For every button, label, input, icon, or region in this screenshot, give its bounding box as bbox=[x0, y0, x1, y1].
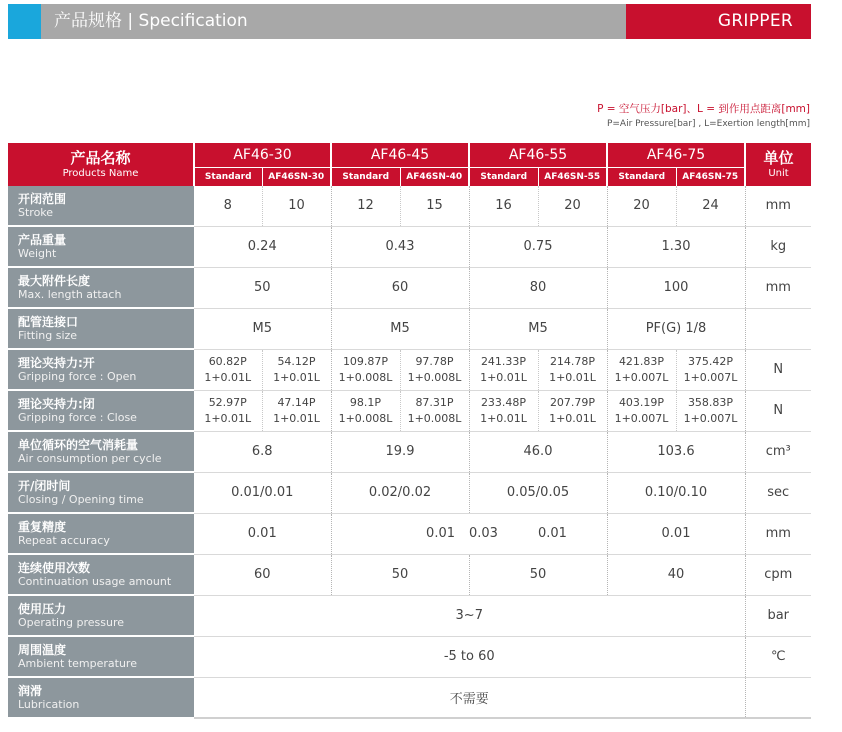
variant-header: AF46SN-30 bbox=[262, 168, 331, 187]
table-cell: 6.8 bbox=[194, 431, 331, 472]
table-cell: 0.01 bbox=[607, 513, 745, 554]
table-cell bbox=[262, 349, 331, 390]
table-cell bbox=[194, 349, 262, 390]
unit-cell bbox=[745, 308, 811, 349]
table-row bbox=[8, 431, 811, 472]
force-coefficient: 109.87P bbox=[342, 354, 389, 368]
force-length-factor: 1+0.01L bbox=[273, 411, 320, 425]
force-length-factor: 1+0.007L bbox=[683, 370, 738, 384]
table-cell bbox=[194, 390, 262, 431]
unit-cell: N bbox=[745, 390, 811, 431]
table-row bbox=[8, 349, 811, 390]
force-length-factor: 1+0.01L bbox=[480, 411, 527, 425]
table-cell: 80 bbox=[469, 267, 607, 308]
table-cell: -5 to 60 bbox=[194, 636, 745, 677]
row-label-cn: 重复精度 bbox=[18, 519, 67, 534]
table-row bbox=[8, 308, 811, 349]
table-cell: 50 bbox=[469, 554, 607, 595]
row-label-en: Gripping force : Open bbox=[18, 369, 137, 383]
products-name-header-cn: 产品名称 bbox=[70, 148, 131, 167]
force-length-factor: 1+0.01L bbox=[480, 370, 527, 384]
table-cell: 103.6 bbox=[607, 431, 745, 472]
table-cell: 40 bbox=[607, 554, 745, 595]
table-cell: M5 bbox=[331, 308, 469, 349]
table-cell: 19.9 bbox=[331, 431, 469, 472]
specification-table bbox=[8, 143, 811, 719]
table-cell bbox=[607, 390, 676, 431]
row-label-en: Continuation usage amount bbox=[18, 574, 172, 588]
table-cell: 24 bbox=[676, 186, 745, 226]
table-cell: 60 bbox=[194, 554, 331, 595]
row-label-en: Repeat accuracy bbox=[18, 533, 110, 547]
table-row bbox=[8, 390, 811, 431]
unit-cell: sec bbox=[745, 472, 811, 513]
variant-header: AF46SN-75 bbox=[676, 168, 745, 187]
unit-cell: bar bbox=[745, 595, 811, 636]
table-cell: M5 bbox=[469, 308, 607, 349]
legend-note-cn: P = 空气压力[bar]、L = 到作用点距离[mm] bbox=[597, 103, 810, 115]
force-length-factor: 1+0.008L bbox=[338, 370, 393, 384]
model-header: AF46-55 bbox=[469, 143, 607, 168]
unit-cell: mm bbox=[745, 186, 811, 226]
table-row bbox=[8, 267, 811, 308]
force-coefficient: 87.31P bbox=[415, 395, 454, 409]
row-label bbox=[8, 186, 194, 226]
table-row bbox=[8, 472, 811, 513]
row-label bbox=[8, 677, 194, 718]
row-label bbox=[8, 349, 194, 390]
force-length-factor: 1+0.008L bbox=[407, 370, 462, 384]
table-cell: 0.01 bbox=[331, 513, 469, 554]
force-length-factor: 1+0.01L bbox=[273, 370, 320, 384]
row-label-cn: 理论夹持力:闭 bbox=[18, 396, 95, 411]
force-length-factor: 1+0.01L bbox=[549, 411, 596, 425]
table-cell bbox=[469, 390, 538, 431]
table-cell: 16 bbox=[469, 186, 538, 226]
variant-header: Standard bbox=[469, 168, 538, 187]
table-cell: PF(G) 1/8 bbox=[607, 308, 745, 349]
table-cell: 3~7 bbox=[194, 595, 745, 636]
table-cell: 0.05/0.05 bbox=[469, 472, 607, 513]
table-row bbox=[8, 595, 811, 636]
table-cell: 0.01 bbox=[538, 513, 607, 554]
force-coefficient: 60.82P bbox=[208, 354, 247, 368]
table-row bbox=[8, 554, 811, 595]
table-cell: 10 bbox=[262, 186, 331, 226]
variant-header: AF46SN-40 bbox=[400, 168, 469, 187]
table-cell: 0.01 bbox=[194, 513, 331, 554]
row-label-en: Ambient temperature bbox=[18, 656, 137, 670]
row-label-cn: 使用压力 bbox=[18, 601, 67, 616]
row-label-cn: 配管连接口 bbox=[18, 314, 79, 329]
row-label bbox=[8, 308, 194, 349]
table-cell: 0.01/0.01 bbox=[194, 472, 331, 513]
unit-header-cn: 单位 bbox=[763, 148, 794, 167]
row-label-en: Gripping force : Close bbox=[18, 410, 137, 424]
table-row bbox=[8, 677, 811, 718]
table-cell: 0.10/0.10 bbox=[607, 472, 745, 513]
force-coefficient: 233.48P bbox=[480, 395, 527, 409]
model-header: AF46-30 bbox=[194, 143, 331, 168]
category-label: GRIPPER bbox=[626, 4, 811, 39]
legend-note-en: P=Air Pressure[bar] , L=Exertion length[mm] bbox=[606, 119, 810, 129]
table-cell: 15 bbox=[400, 186, 469, 226]
model-header: AF46-45 bbox=[331, 143, 469, 168]
unit-header-en: Unit bbox=[768, 167, 789, 179]
table-cell: 50 bbox=[194, 267, 331, 308]
table-cell-value: 0.03 bbox=[469, 526, 498, 541]
force-coefficient: 358.83P bbox=[687, 395, 734, 409]
table-row bbox=[8, 186, 811, 226]
table-cell: 8 bbox=[194, 186, 262, 226]
row-label-en: Closing / Opening time bbox=[18, 492, 144, 506]
table-cell bbox=[676, 349, 745, 390]
row-label-en: Weight bbox=[18, 246, 57, 260]
row-label bbox=[8, 390, 194, 431]
table-cell bbox=[607, 349, 676, 390]
force-length-factor: 1+0.007L bbox=[683, 411, 738, 425]
unit-cell: cpm bbox=[745, 554, 811, 595]
force-coefficient: 241.33P bbox=[480, 354, 527, 368]
row-label bbox=[8, 554, 194, 595]
products-name-header bbox=[8, 143, 194, 186]
force-coefficient: 47.14P bbox=[277, 395, 316, 409]
row-label-cn: 开/闭时间 bbox=[18, 478, 71, 493]
row-label bbox=[8, 267, 194, 308]
products-name-header-en: Products Name bbox=[62, 167, 139, 179]
table-cell: M5 bbox=[194, 308, 331, 349]
table-row bbox=[8, 636, 811, 677]
table-row bbox=[8, 513, 811, 554]
unit-cell: mm bbox=[745, 267, 811, 308]
table-cell bbox=[538, 349, 607, 390]
row-label-en: Max. length attach bbox=[18, 287, 122, 301]
row-label-cn: 最大附件长度 bbox=[18, 273, 91, 288]
row-label bbox=[8, 472, 194, 513]
table-cell bbox=[676, 390, 745, 431]
table-cell: 50 bbox=[331, 554, 469, 595]
table-cell bbox=[538, 390, 607, 431]
row-label-cn: 连续使用次数 bbox=[18, 560, 91, 575]
row-label bbox=[8, 595, 194, 636]
row-label-cn: 开闭范围 bbox=[18, 191, 67, 206]
table-cell bbox=[469, 513, 538, 554]
table-cell: 0.24 bbox=[194, 226, 331, 267]
table-cell: 不需要 bbox=[194, 677, 745, 718]
row-label-cn: 周围温度 bbox=[18, 642, 67, 657]
row-label-en: Stroke bbox=[18, 205, 54, 219]
unit-cell: mm bbox=[745, 513, 811, 554]
force-coefficient: 375.42P bbox=[687, 354, 734, 368]
table-cell bbox=[469, 349, 538, 390]
table-cell bbox=[400, 390, 469, 431]
unit-cell: N bbox=[745, 349, 811, 390]
row-label-en: Fitting size bbox=[18, 328, 78, 342]
section-header-bar bbox=[8, 4, 811, 39]
unit-cell bbox=[745, 677, 811, 718]
force-length-factor: 1+0.01L bbox=[204, 370, 252, 384]
force-coefficient: 403.19P bbox=[618, 395, 665, 409]
row-label-cn: 理论夹持力:开 bbox=[18, 355, 95, 370]
force-length-factor: 1+0.01L bbox=[549, 370, 596, 384]
table-cell bbox=[400, 349, 469, 390]
table-cell bbox=[331, 349, 400, 390]
force-length-factor: 1+0.01L bbox=[204, 411, 252, 425]
force-coefficient: 54.12P bbox=[277, 354, 316, 368]
table-cell: 100 bbox=[607, 267, 745, 308]
variant-header: Standard bbox=[194, 168, 262, 187]
unit-cell: cm³ bbox=[745, 431, 811, 472]
row-label-cn: 产品重量 bbox=[18, 232, 67, 247]
model-header: AF46-75 bbox=[607, 143, 745, 168]
variant-header: AF46SN-55 bbox=[538, 168, 607, 187]
table-cell: 20 bbox=[607, 186, 676, 226]
section-title: 产品规格 | Specification bbox=[54, 11, 248, 31]
table-cell: 1.30 bbox=[607, 226, 745, 267]
table-cell: 60 bbox=[331, 267, 469, 308]
force-coefficient: 214.78P bbox=[549, 354, 596, 368]
force-coefficient: 98.1P bbox=[349, 395, 382, 409]
row-label-cn: 润滑 bbox=[18, 683, 43, 698]
table-cell: 46.0 bbox=[469, 431, 607, 472]
row-label-en: Air consumption per cycle bbox=[18, 451, 162, 465]
unit-cell: ℃ bbox=[745, 636, 811, 677]
row-label-cn: 单位循环的空气消耗量 bbox=[18, 437, 139, 452]
row-label-en: Lubrication bbox=[18, 697, 80, 711]
table-cell: 0.43 bbox=[331, 226, 469, 267]
force-coefficient: 421.83P bbox=[618, 354, 665, 368]
row-label bbox=[8, 431, 194, 472]
table-cell bbox=[262, 390, 331, 431]
force-coefficient: 97.78P bbox=[415, 354, 454, 368]
table-cell: 0.02/0.02 bbox=[331, 472, 469, 513]
force-length-factor: 1+0.008L bbox=[407, 411, 462, 425]
unit-header bbox=[745, 143, 811, 186]
row-label bbox=[8, 226, 194, 267]
force-coefficient: 52.97P bbox=[208, 395, 247, 409]
row-label bbox=[8, 513, 194, 554]
table-cell bbox=[331, 390, 400, 431]
variant-header: Standard bbox=[607, 168, 676, 187]
header-accent-block bbox=[8, 4, 41, 39]
table-row bbox=[8, 226, 811, 267]
row-label-en: Operating pressure bbox=[18, 615, 125, 629]
table-cell: 0.75 bbox=[469, 226, 607, 267]
force-length-factor: 1+0.007L bbox=[614, 411, 669, 425]
table-cell: 12 bbox=[331, 186, 400, 226]
variant-header: Standard bbox=[331, 168, 400, 187]
force-length-factor: 1+0.008L bbox=[338, 411, 393, 425]
row-label bbox=[8, 636, 194, 677]
force-coefficient: 207.79P bbox=[549, 395, 596, 409]
table-cell: 20 bbox=[538, 186, 607, 226]
unit-cell: kg bbox=[745, 226, 811, 267]
force-length-factor: 1+0.007L bbox=[614, 370, 669, 384]
